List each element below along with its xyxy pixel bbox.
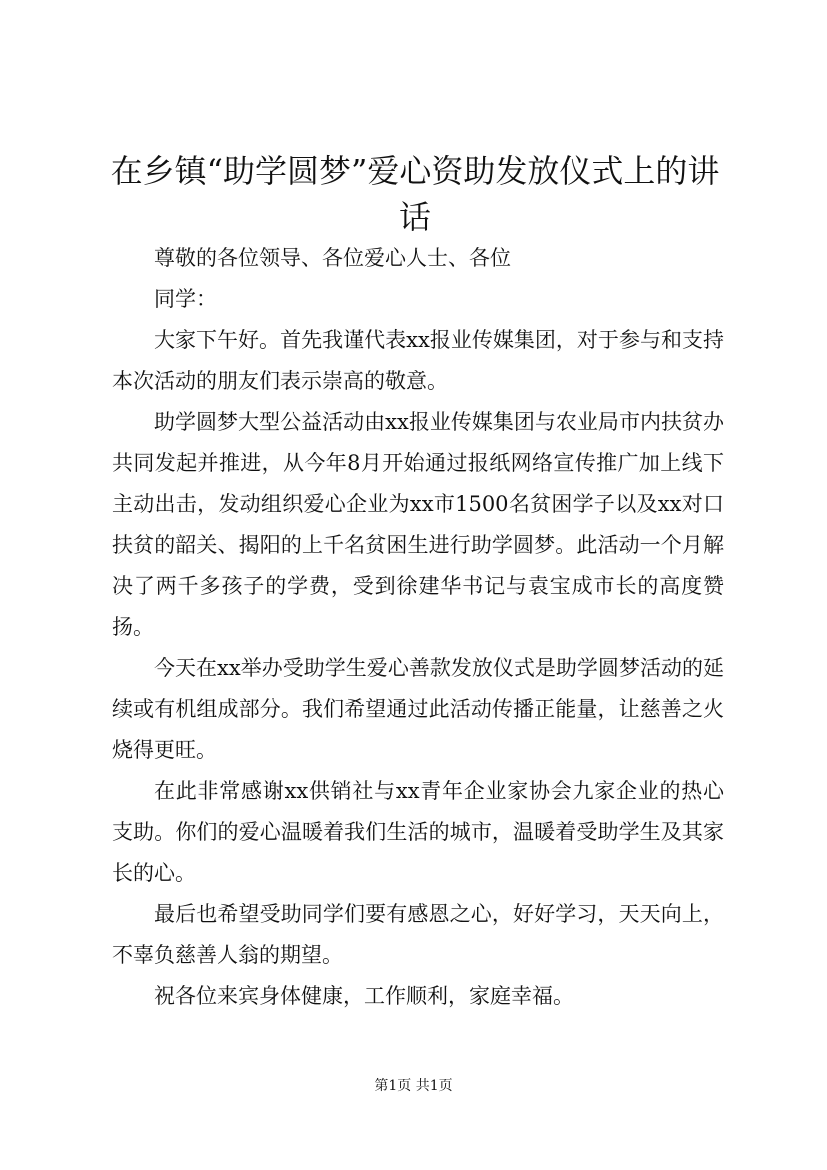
document-title: 在乡镇“助学圆梦”爱心资助发放仪式上的讲话 [110, 152, 720, 236]
paragraph: 在此非常感谢xx供销社与xx青年企业家协会九家企业的热心支助。你们的爱心温暖着我们生活的城市，温暖着受助学生及其家长的心。 [112, 779, 724, 885]
paragraph: 大家下午好。首先我谨代表xx报业传媒集团，对于参与和支持本次活动的朋友们表示崇高的敬意。 [112, 328, 724, 393]
document-body [112, 238, 724, 1017]
paragraph: 祝各位来宾身体健康，工作顺利，家庭幸福。 [154, 984, 574, 1008]
paragraph: 最后也希望受助同学们要有感恩之心，好好学习，天天向上，不辜负慈善人翁的期望。 [112, 902, 724, 967]
page-footer: 第1页 共1页 [374, 1078, 453, 1094]
paragraph: 今天在xx举办受助学生爱心善款发放仪式是助学圆梦活动的延续或有机组成部分。我们希望通过此活动传播正能量，让慈善之火烧得更旺。 [112, 656, 724, 762]
salutation-line-1: 尊敬的各位领导、各位爱心人士、各位 [154, 246, 511, 270]
paragraph: 助学圆梦大型公益活动由xx报业传媒集团与农业局市内扶贫办共同发起并推进，从今年8月开始通过报纸网络宣传推广加上线下主动出击，发动组织爱心企业为xx市1500名贫困学子以及xx对口扶贫的韶关、揭阳的上千名贫困生进行助学圆梦。此活动一个月解决了两千多孩子的学费，受到徐建华书记与袁宝成市长的高度赞扬。 [112, 410, 724, 639]
salutation-line-2: 同学： [154, 287, 217, 311]
